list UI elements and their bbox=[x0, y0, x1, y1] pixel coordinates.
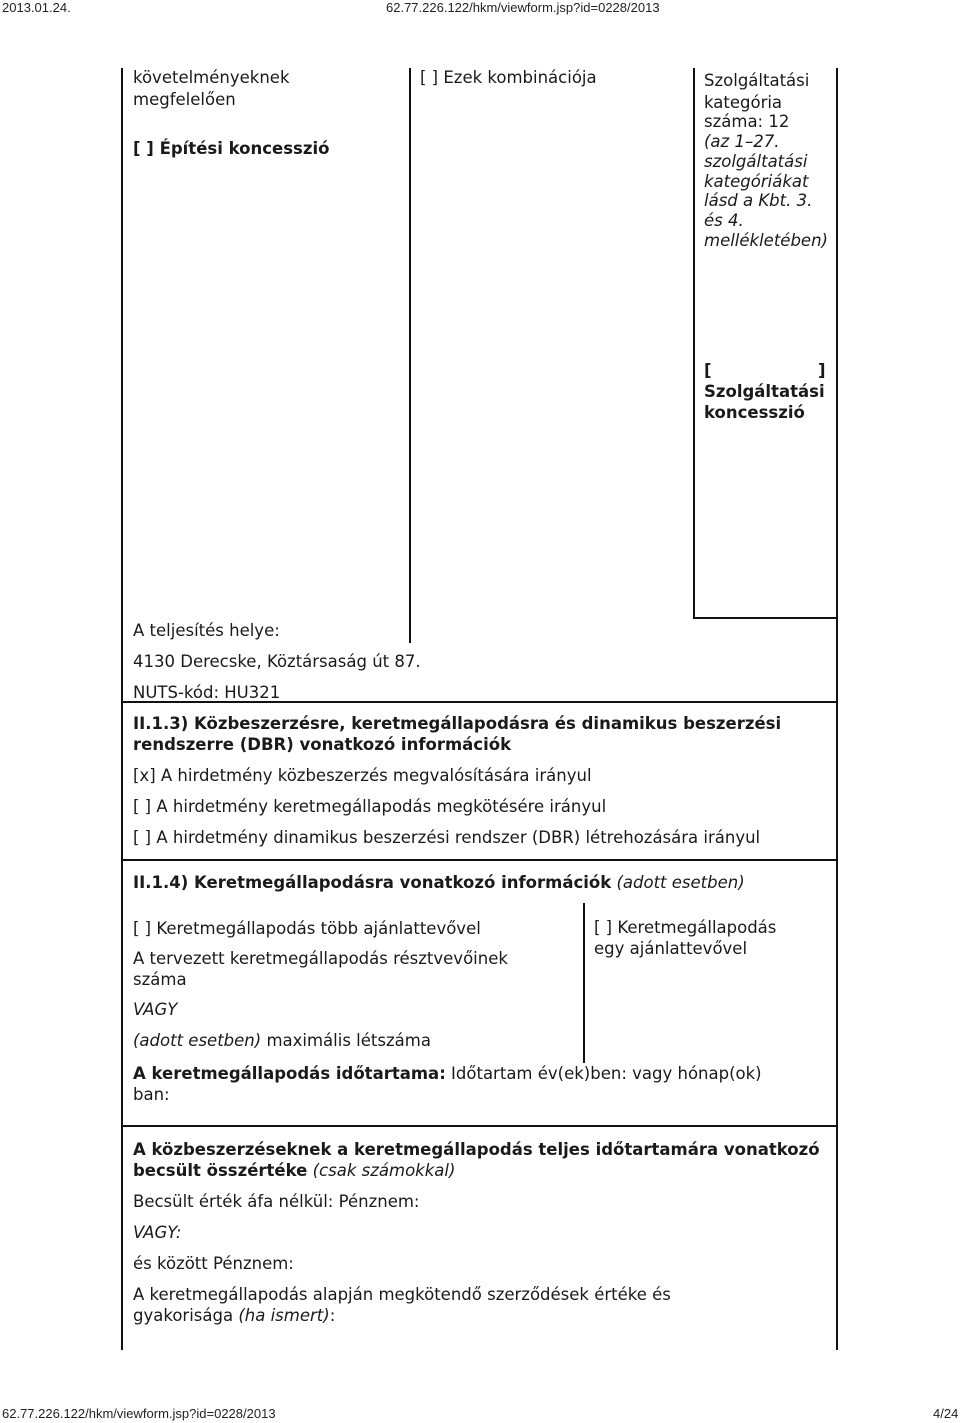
service-concession-bracket-open[interactable]: [ bbox=[704, 361, 712, 380]
option-dynamic-purchasing[interactable]: [ ] A hirdetmény dinamikus beszerzési rendszer (DBR) létrehozására irányul bbox=[133, 828, 761, 847]
column-divider-1 bbox=[409, 68, 411, 643]
estimate-or-label: VAGY: bbox=[133, 1223, 182, 1242]
contracts-line2: gyakorisága bbox=[133, 1306, 234, 1325]
service-category-line2: kategória bbox=[704, 93, 783, 112]
requirements-line2: megfelelően bbox=[133, 90, 236, 109]
duration-text: Időtartam év(ek)ben: vagy hónap(ok) bbox=[451, 1064, 762, 1083]
place-label: A teljesítés helye: bbox=[133, 621, 280, 640]
cell-bottom-border bbox=[693, 617, 838, 619]
table-left-border bbox=[121, 68, 123, 1350]
option-single-tenderer-line2: egy ajánlattevővel bbox=[594, 939, 748, 958]
service-concession-line2: koncesszió bbox=[704, 403, 805, 422]
service-concession-bracket-close[interactable]: ] bbox=[818, 361, 826, 380]
section-ii-1-3-title-line1: II.1.3) Közbeszerzésre, keretmegállapodásra és dinamikus beszerzési bbox=[133, 714, 782, 733]
option-single-tenderer-line1[interactable]: [ ] Keretmegállapodás bbox=[594, 918, 777, 937]
contracts-colon: : bbox=[329, 1306, 336, 1325]
contracts-line1: A keretmegállapodás alapján megkötendő szerződések értéke és bbox=[133, 1285, 671, 1304]
option-multi-tenderer[interactable]: [ ] Keretmegállapodás több ajánlattevővel bbox=[133, 919, 481, 938]
service-category-line1: Szolgáltatási bbox=[704, 71, 810, 90]
or-label: VAGY bbox=[133, 1000, 178, 1019]
participants-line1: A tervezett keretmegállapodás résztvevőinek bbox=[133, 949, 508, 968]
estimate-title-note: (csak számokkal) bbox=[312, 1161, 456, 1180]
duration-row bbox=[133, 1063, 762, 1084]
contracts-line2-row bbox=[133, 1305, 335, 1326]
column-divider-2 bbox=[693, 68, 695, 619]
max-label: maximális létszáma bbox=[266, 1031, 431, 1050]
service-category-note-3: kategóriákat bbox=[704, 172, 809, 191]
between-label: és között Pénznem: bbox=[133, 1254, 294, 1273]
service-category-note-4: lásd a Kbt. 3. bbox=[704, 191, 813, 210]
estimate-title-line1: A közbeszerzéseknek a keretmegállapodás teljes időtartamára vonatkozó bbox=[133, 1140, 820, 1159]
service-concession-line1: Szolgáltatási bbox=[704, 382, 825, 401]
estimate-title-line2-row bbox=[133, 1160, 455, 1181]
service-category-note-1: (az 1–27. bbox=[704, 132, 780, 151]
row-divider-3 bbox=[121, 1125, 838, 1127]
service-category-note-2: szolgáltatási bbox=[704, 152, 808, 171]
construction-concession-option[interactable]: [ ] Építési koncesszió bbox=[133, 139, 330, 158]
option-framework-agreement[interactable]: [ ] A hirdetmény keretmegállapodás megkötésére irányul bbox=[133, 797, 607, 816]
option-public-procurement[interactable]: [x] A hirdetmény közbeszerzés megvalósítására irányul bbox=[133, 766, 592, 785]
service-category-note-5: és 4. bbox=[704, 211, 744, 230]
max-note: (adott esetben) bbox=[133, 1031, 262, 1050]
page-number: 4/24 bbox=[933, 1406, 959, 1421]
footer-url: 62.77.226.122/hkm/viewform.jsp?id=0228/2013 bbox=[2, 1406, 276, 1421]
contracts-note: (ha ismert) bbox=[238, 1306, 330, 1325]
max-participants-row bbox=[133, 1030, 431, 1051]
estimate-title-line2: becsült összértéke bbox=[133, 1161, 308, 1180]
header-url: 62.77.226.122/hkm/viewform.jsp?id=0228/2013 bbox=[386, 0, 660, 15]
place-address: 4130 Derecske, Köztársaság út 87. bbox=[133, 652, 421, 671]
participants-line2: száma bbox=[133, 970, 187, 989]
table-right-border bbox=[836, 68, 838, 1350]
requirements-line1: követelményeknek bbox=[133, 68, 290, 87]
service-category-number: száma: 12 bbox=[704, 112, 790, 131]
duration-text-2: ban: bbox=[133, 1085, 170, 1104]
section-ii-1-4-title: II.1.4) Keretmegállapodásra vonatkozó információk bbox=[133, 873, 612, 892]
estimated-value-label: Becsült érték áfa nélkül: Pénznem: bbox=[133, 1192, 420, 1211]
column-divider-3 bbox=[583, 903, 585, 1063]
section-ii-1-4-note: (adott esetben) bbox=[616, 873, 745, 892]
section-ii-1-3-title-line2: rendszerre (DBR) vonatkozó információk bbox=[133, 735, 512, 754]
service-category-note-6: mellékletében) bbox=[704, 231, 828, 250]
row-divider-2 bbox=[121, 859, 838, 861]
section-ii-1-4-title-row bbox=[133, 872, 745, 893]
print-date: 2013.01.24. bbox=[2, 0, 71, 15]
nuts-code: NUTS-kód: HU321 bbox=[133, 683, 281, 702]
combination-option[interactable]: [ ] Ezek kombinációja bbox=[420, 68, 597, 87]
duration-label: A keretmegállapodás időtartama: bbox=[133, 1064, 446, 1083]
